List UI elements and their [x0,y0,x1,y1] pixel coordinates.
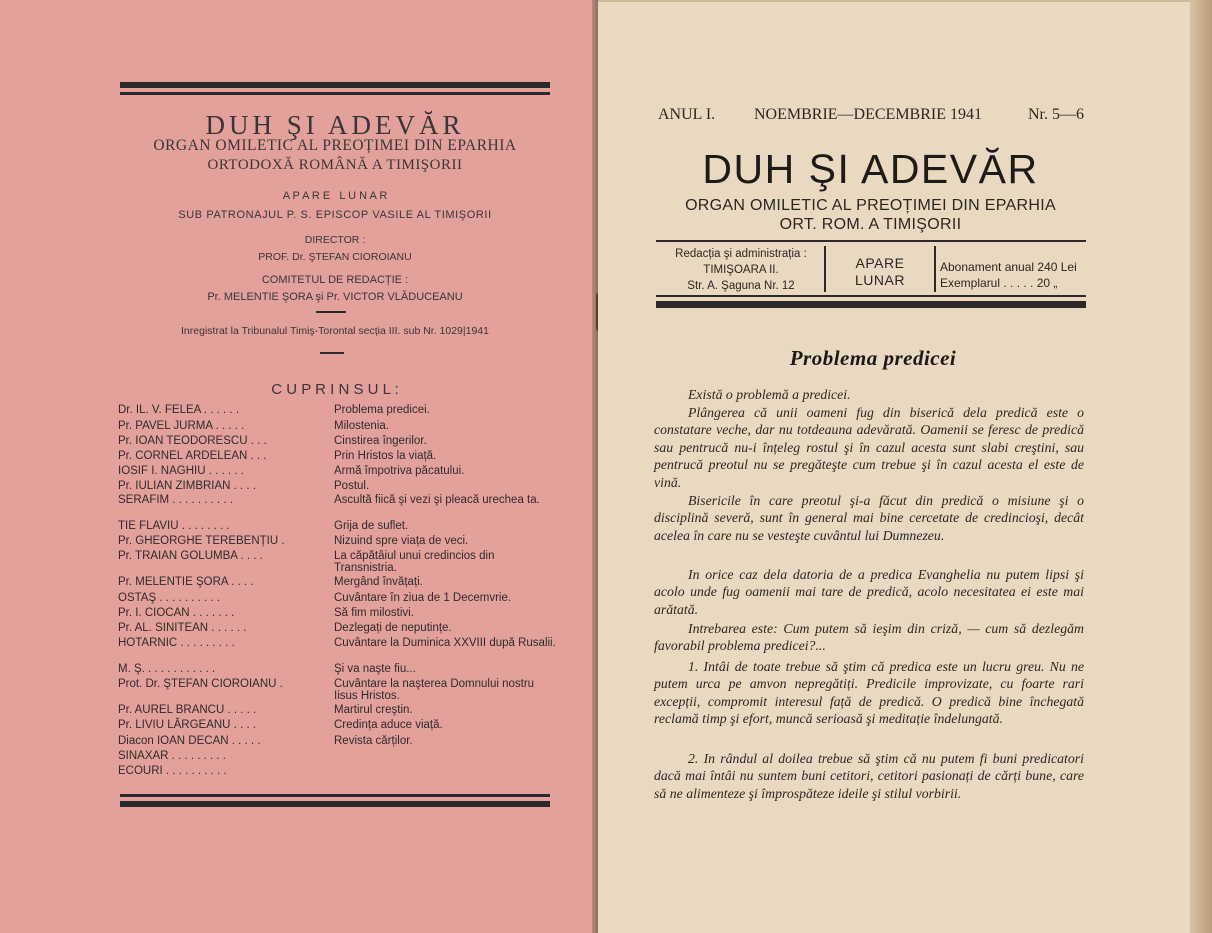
toc-title: Cuvântare la Duminica XXVIII după Rusalii. [334,637,556,649]
top-rule-thick [120,82,550,88]
toc-title: Prin Hristos la viață. [334,450,437,462]
article-paragraph: Există o problemă a predicei. [688,387,851,402]
redactia-line-2: TIMIŞOARA II. [703,264,779,276]
redactia-line-3: Str. A. Şaguna Nr. 12 [687,280,795,292]
toc-author: Pr. MELENTIE ŞORA . . . . [118,576,254,588]
toc-row [118,465,558,479]
toc-author: TIE FLAVIU . . . . . . . . [118,520,230,532]
toc-author: SINAXAR . . . . . . . . . [118,750,226,762]
toc-row [118,550,558,574]
article-paragraph: Bisericile în care preotul şi-a făcut din predică o misiune şi o disciplină severă, sunt în general mai bine cercetate de credincioşi, decât acelea în care nu se vesteşte cuvântul lui Dumnezeu. [654,493,1084,543]
toc-row [118,520,558,534]
apare-line-1: APARE [855,255,905,271]
left-patronaj: SUB PATRONAJUL P. S. EPISCOP VASILE AL TIMIŞORII [178,209,492,221]
toc-author: Pr. GHEORGHE TEREBENȚIU . [118,535,285,547]
right-subtitle-2: ORT. ROM. A TIMIŞORII [779,216,962,233]
left-apare: A P A R E L U N A R [282,190,388,202]
toc-row [118,480,558,494]
exemplarul: Exemplarul . . . . . 20 „ [940,276,1058,290]
toc-row [118,420,558,434]
left-comitet-label: COMITETUL DE REDACȚIE : [261,274,409,286]
toc-author: ECOURI . . . . . . . . . . [118,765,227,777]
toc-author: Diacon IOAN DECAN . . . . . [118,735,261,747]
toc-row [118,622,558,636]
toc-title: Armă împotriva păcatului. [334,465,465,477]
toc-author: Pr. AL. SINITEAN . . . . . . [118,622,247,634]
toc-row [118,607,558,621]
toc-row [118,719,558,733]
article-title: Problema predicei [789,346,957,370]
short-rule-1 [316,311,346,313]
masthead-rule-bottom-thick [656,301,1086,308]
toc-title: Credința aduce viață. [334,719,443,731]
toc-author: IOSIF I. NAGHIU . . . . . . [118,465,244,477]
left-title: DUH ŞI ADEVĂR [205,110,465,140]
toc-row [118,576,558,590]
toc-row [118,765,558,779]
toc-row [118,678,558,702]
left-comitet: Pr. MELENTIE ŞORA şi Pr. VICTOR VLĂDUCEANU [207,291,463,303]
right-page [598,0,1212,933]
toc-title: Şi va naşte fiu... [334,663,416,675]
toc-title: Mergând învățați. [334,576,423,588]
issue-months: NOEMBRIE—DECEMBRIE 1941 [754,106,982,123]
toc-row [118,535,558,549]
toc-row [118,663,558,677]
toc-author: Pr. LIVIU LĂRGEANU . . . . [118,719,257,731]
toc-author: M. Ş. . . . . . . . . . . . [118,663,216,675]
article-paragraph: Plângerea că unii oameni fug din biserică dela predică este o constatare veche, dar nu totdeauna adevărată. Oamenii se feresc de predică sau pentrucă nu-i înțeleg rostul şi în cazul acesta sunt slabi creştini, sau pentrucă preotul nu se pregăteşte cum trebue şi în cazul acesta el este de vină. [654,405,1084,490]
toc-author: Pr. TRAIAN GOLUMBA . . . . [118,550,263,562]
toc-author: Pr. I. CIOCAN . . . . . . . [118,607,235,619]
toc-title: Nizuind spre viața de veci. [334,535,469,547]
toc-author: SERAFIM . . . . . . . . . . [118,494,234,506]
short-rule-2 [320,352,344,354]
toc-title: La căpătâiul unui credincios din Transnistria. [334,550,495,574]
toc-title: Să fim milostivi. [334,607,414,619]
masthead-divider-2 [934,246,936,292]
redactia-line-1: Redacția şi administrația : [675,248,807,260]
article-paragraph: In orice caz dela datoria de a predica Evanghelia nu putem lipsi şi acolo unde fug oamenii mai tare de predică, acolo necesitatea ei este mai arătată. [654,567,1084,617]
article-paragraph: 1. Intâi de toate trebue să ştim că predica este un lucru greu. Nu ne putem urca pe amvon nepregătiți. Predicile improvizate, cu foarte rari excepții, compromit interesul față de predică. O predică bine închegată reclamă timp şi efort, muncă serioasă şi meditație îndelungată. [654,659,1084,727]
toc-title: Cuvântare în ziua de 1 Decemvrie. [334,592,512,604]
toc-title: Grija de suflet. [334,520,409,532]
toc-author: OSTAŞ . . . . . . . . . . [118,592,221,604]
toc-title: Cuvântare la naşterea Domnului nostru Iisus Hristos. [334,678,535,702]
toc-title: Dezlegați de neputințe. [334,622,452,634]
toc-row [118,735,558,749]
toc-row [118,435,558,449]
issue-number: Nr. 5—6 [1028,106,1084,123]
left-subtitle-1: ORGAN OMILETIC AL PREOȚIMEI DIN EPARHIA [153,137,517,154]
toc-author: HOTARNIC . . . . . . . . . [118,637,235,649]
toc-author: Dr. IL. V. FELEA . . . . . . [118,404,240,416]
toc-row [118,750,558,764]
page-edge [1190,0,1212,933]
right-title: DUH ŞI ADEVĂR [702,146,1039,192]
right-subtitle-1: ORGAN OMILETIC AL PREOȚIMEI DIN EPARHIA [685,197,1056,214]
toc-author: Prot. Dr. ŞTEFAN CIOROIANU . [118,678,283,690]
masthead-rule-top [656,240,1086,242]
left-director: PROF. Dr. ŞTEFAN CIOROIANU [258,251,412,263]
abonament: Abonament anual 240 Lei [940,260,1077,274]
toc-row [118,494,558,508]
toc-row [118,637,558,651]
toc-author: Pr. PAVEL JURMA . . . . . [118,420,245,432]
toc-title: Ascultă fiică şi vezi şi pleacă urechea ta. [334,494,540,506]
toc-author: Pr. IULIAN ZIMBRIAN . . . . [118,480,257,492]
right-top-edge [598,0,1212,2]
toc-title: Problema predicei. [334,404,430,416]
toc-title: Postul. [334,480,370,492]
left-page [0,0,602,933]
toc-title: Martirul creştin. [334,704,413,716]
toc-title: Cinstirea îngerilor. [334,435,427,447]
toc-row [118,592,558,606]
toc-row [118,704,558,718]
toc-author: Pr. CORNEL ARDELEAN . . . [118,450,267,462]
bottom-rule-thick [120,801,550,807]
issue-year: ANUL I. [658,106,716,123]
article-paragraph: 2. In rândul al doilea trebue să ştim că nu putem fi buni predicatori dacă mai întâi nu suntem buni cetitori, cetitori pasionați de cărți bune, care să ne alimenteze şi împrospăteze ideile şi stilul vorbirii. [654,751,1084,801]
left-subtitle-2: ORTODOXĂ ROMÂNĂ A TIMIŞORII [207,157,463,173]
article-paragraph: Intrebarea este: Cum putem să ieşim din criză, — cum să dezlegăm favorabil problema predicei?... [654,621,1084,654]
toc-title: Revista cărților. [334,735,413,747]
apare-line-2: LUNAR [855,272,905,288]
bottom-rule-thin [120,794,550,797]
toc-author: Pr. IOAN TEODORESCU . . . [118,435,267,447]
cuprinsul-heading: C U P R I N S U L : [271,381,399,398]
toc-row [118,404,558,418]
top-rule-thin [120,92,550,95]
masthead-rule-bottom-thin [656,295,1086,297]
left-director-label: DIRECTOR : [304,234,366,246]
toc-author: Pr. AUREL BRANCU . . . . . [118,704,257,716]
left-inregistrat: Inregistrat la Tribunalul Timiş-Torontal secția III. sub Nr. 1029|1941 [181,325,489,337]
toc-title: Milostenia. [334,420,389,432]
toc-row [118,450,558,464]
